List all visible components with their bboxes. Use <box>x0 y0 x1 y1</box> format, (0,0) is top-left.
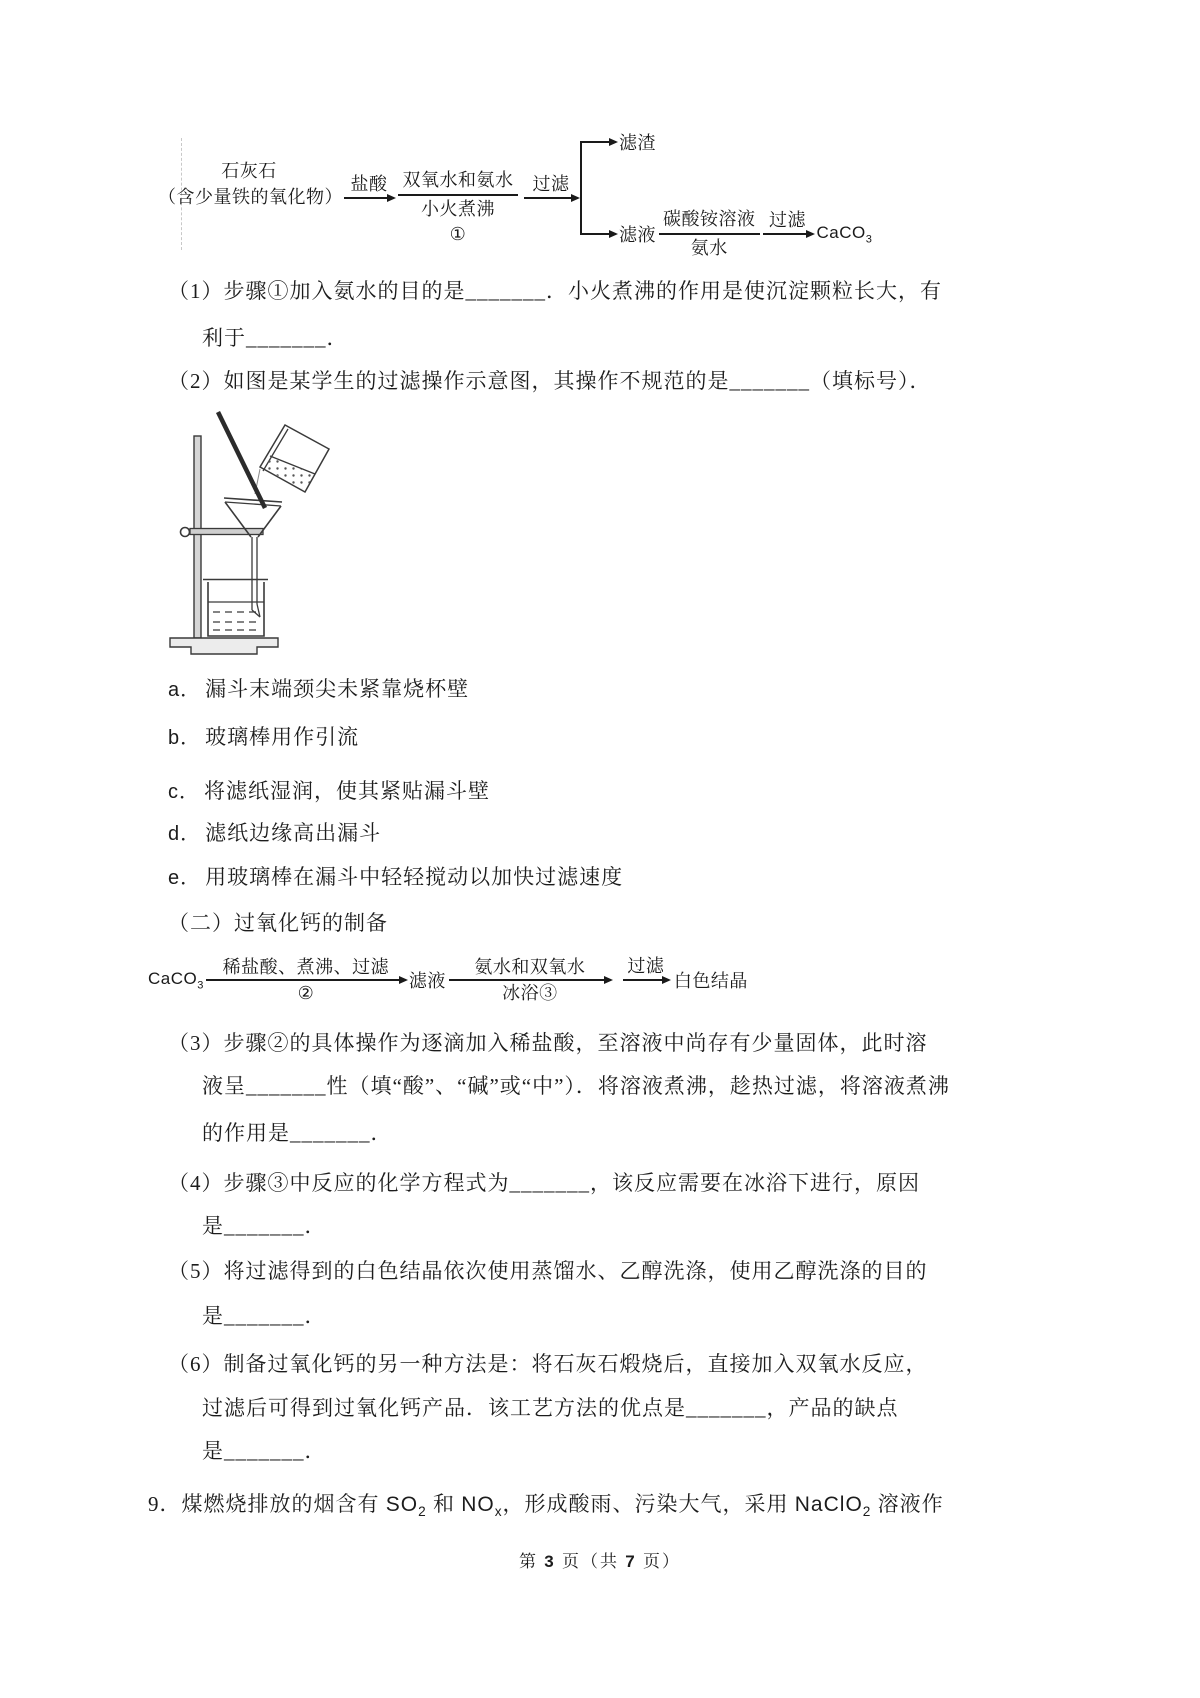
footer-page-number: 3 <box>544 1552 556 1571</box>
fc2-stepB-arrow <box>449 979 611 981</box>
so2-subscript: 2 <box>418 1504 427 1520</box>
product-caco3-base: CaCO <box>816 222 866 242</box>
q9-text-segment-2: 和 <box>426 1492 462 1516</box>
so2-formula <box>385 1493 427 1520</box>
arrow-hydrochloric-acid <box>344 174 394 199</box>
q6-line1: （6）制备过氧化钙的另一种方法是：将石灰石煅烧后，直接加入双氧水反应， <box>168 1352 928 1376</box>
so2-base: SO <box>385 1493 419 1516</box>
clamp-screw <box>181 528 190 537</box>
fc2-arrow-filter <box>623 956 669 981</box>
funnel <box>224 498 282 617</box>
fc2-stepA-arrow <box>206 979 406 981</box>
q4-line1: （4）步骤③中反应的化学方程式为_______，该反应需要在冰浴下进行，原因 <box>168 1171 920 1195</box>
arrow-filter-1-label: 过滤 <box>532 174 570 194</box>
q2-line1: （2）如图是某学生的过滤操作示意图，其操作不规范的是_______（填标号）． <box>168 369 932 393</box>
option-a-label: a． <box>168 679 202 701</box>
product-caco3-formula <box>817 223 873 245</box>
arrow-to-filtrate <box>580 233 616 235</box>
option-c <box>168 776 490 807</box>
q1-line1: （1）步骤①加入氨水的目的是_______．小火煮沸的作用是使沉淀颗粒长大，有 <box>168 279 942 303</box>
page-footer <box>0 1547 1200 1577</box>
node-limestone-line1: 石灰石 <box>221 161 277 181</box>
fc2-stepB <box>449 955 611 1005</box>
nox-subscript: x <box>494 1504 503 1520</box>
stand-base <box>170 638 278 654</box>
arrow-hydrochloric-acid-label: 盐酸 <box>350 174 388 194</box>
step-ammonium-carbonate-top: 碳酸铵溶液 <box>659 207 760 235</box>
option-a-text: 漏斗末端颈尖未紧靠烧杯壁 <box>205 677 470 701</box>
footer-suffix: 页） <box>636 1552 681 1571</box>
node-limestone <box>158 158 343 210</box>
option-a <box>168 674 469 705</box>
nox-base: NO <box>461 1493 495 1516</box>
glass-rod <box>218 412 265 508</box>
pouring-beaker <box>255 425 329 494</box>
option-b <box>168 722 359 753</box>
option-e <box>168 862 623 893</box>
fc2-stepA-circled-number: ② <box>297 983 315 1003</box>
product-caco3-subscript: 3 <box>865 233 873 246</box>
naclo2-base: NaClO <box>794 1493 863 1516</box>
footer-mid: 页（共 <box>555 1552 626 1571</box>
q3-line1: （3）步骤②的具体操作为逐滴加入稀盐酸，至溶液中尚存有少量固体，此时溶 <box>168 1031 928 1055</box>
q1-line2: 利于_______． <box>202 326 349 350</box>
q3-line2: 液呈_______性（填“酸”、“碱”或“中”）．将溶液煮沸，趁热过滤，将溶液煮沸 <box>202 1074 950 1098</box>
option-c-text: 将滤纸湿润，使其紧贴漏斗壁 <box>204 779 490 803</box>
fc2-product-white-crystal: 白色结晶 <box>673 971 748 991</box>
nox-formula <box>461 1493 503 1520</box>
q9-line1 <box>148 1489 944 1527</box>
fc2-stepB-bottom: 冰浴③ <box>502 983 558 1003</box>
option-e-text: 用玻璃棒在漏斗中轻轻搅动以加快过滤速度 <box>205 865 624 889</box>
fc2-node-filtrate: 滤液 <box>408 971 446 991</box>
step-ammonium-carbonate-bottom: 氨水 <box>690 238 728 258</box>
option-c-label: c． <box>168 781 200 803</box>
arrow-to-residue <box>580 141 616 143</box>
step-ammonium-carbonate <box>659 207 760 261</box>
process-flowchart-calcium-peroxide <box>148 948 788 1012</box>
node-residue: 滤渣 <box>619 133 656 153</box>
node-filtrate: 滤液 <box>619 225 656 245</box>
q4-line2: 是_______． <box>202 1214 327 1238</box>
naclo2-formula <box>794 1493 872 1520</box>
fc2-stepB-top: 氨水和双氧水 <box>474 957 586 977</box>
footer-total-pages: 7 <box>625 1552 637 1571</box>
footer-prefix: 第 <box>519 1552 545 1571</box>
option-b-text: 玻璃棒用作引流 <box>205 725 360 749</box>
q5-line1: （5）将过滤得到的白色结晶依次使用蒸馏水、乙醇洗涤，使用乙醇洗涤的目的 <box>168 1259 928 1283</box>
fc2-arrow-filter-label: 过滤 <box>627 956 665 976</box>
arrow-filter-2 <box>763 210 813 235</box>
stand-rod <box>194 436 201 638</box>
q9-text-segment-1: 9．煤燃烧排放的烟含有 <box>148 1492 386 1516</box>
clamp-arm <box>190 529 263 535</box>
option-b-label: b． <box>168 727 202 749</box>
q6-line3: 是_______． <box>202 1439 327 1463</box>
q3-line3: 的作用是_______． <box>202 1121 393 1145</box>
fc2-stepA-top: 稀盐酸、煮沸、过滤 <box>222 957 390 977</box>
fc2-stepA <box>206 955 406 1005</box>
node-limestone-line2: （含少量铁的氧化物） <box>158 187 343 207</box>
fc2-reactant-caco3 <box>148 969 204 991</box>
step1-reagents <box>398 168 518 246</box>
q9-text-segment-3: ，形成酸雨、污染大气，采用 <box>502 1492 795 1516</box>
q6-line2: 过滤后可得到过氧化钙产品．该工艺方法的优点是_______，产品的缺点 <box>202 1396 899 1420</box>
step1-reagents-bottom: 小火煮沸 <box>421 199 495 219</box>
q5-line2: 是_______． <box>202 1304 327 1328</box>
arrow-filter-1 <box>524 174 578 199</box>
branch-filtrate-row <box>580 207 872 261</box>
arrow-filter-2-label: 过滤 <box>769 210 806 230</box>
option-d-text: 滤纸边缘高出漏斗 <box>205 821 382 845</box>
q9-text-segment-4: 溶液作 <box>871 1492 944 1516</box>
branch-residue-row <box>580 129 656 155</box>
filtration-apparatus-diagram <box>163 396 335 658</box>
option-d-label: d． <box>168 823 202 845</box>
process-flowchart-limestone <box>150 128 895 258</box>
filter-branch <box>580 133 873 258</box>
fc2-reactant-base: CaCO <box>148 968 198 988</box>
option-e-label: e． <box>168 867 202 889</box>
fc2-reactant-subscript: 3 <box>197 979 204 992</box>
option-d <box>168 818 381 849</box>
step1-reagents-top: 双氧水和氨水 <box>398 168 518 196</box>
step1-circled-number: ① <box>449 224 467 244</box>
naclo2-subscript: 2 <box>862 1504 872 1520</box>
section2-title: （二）过氧化钙的制备 <box>168 911 388 935</box>
